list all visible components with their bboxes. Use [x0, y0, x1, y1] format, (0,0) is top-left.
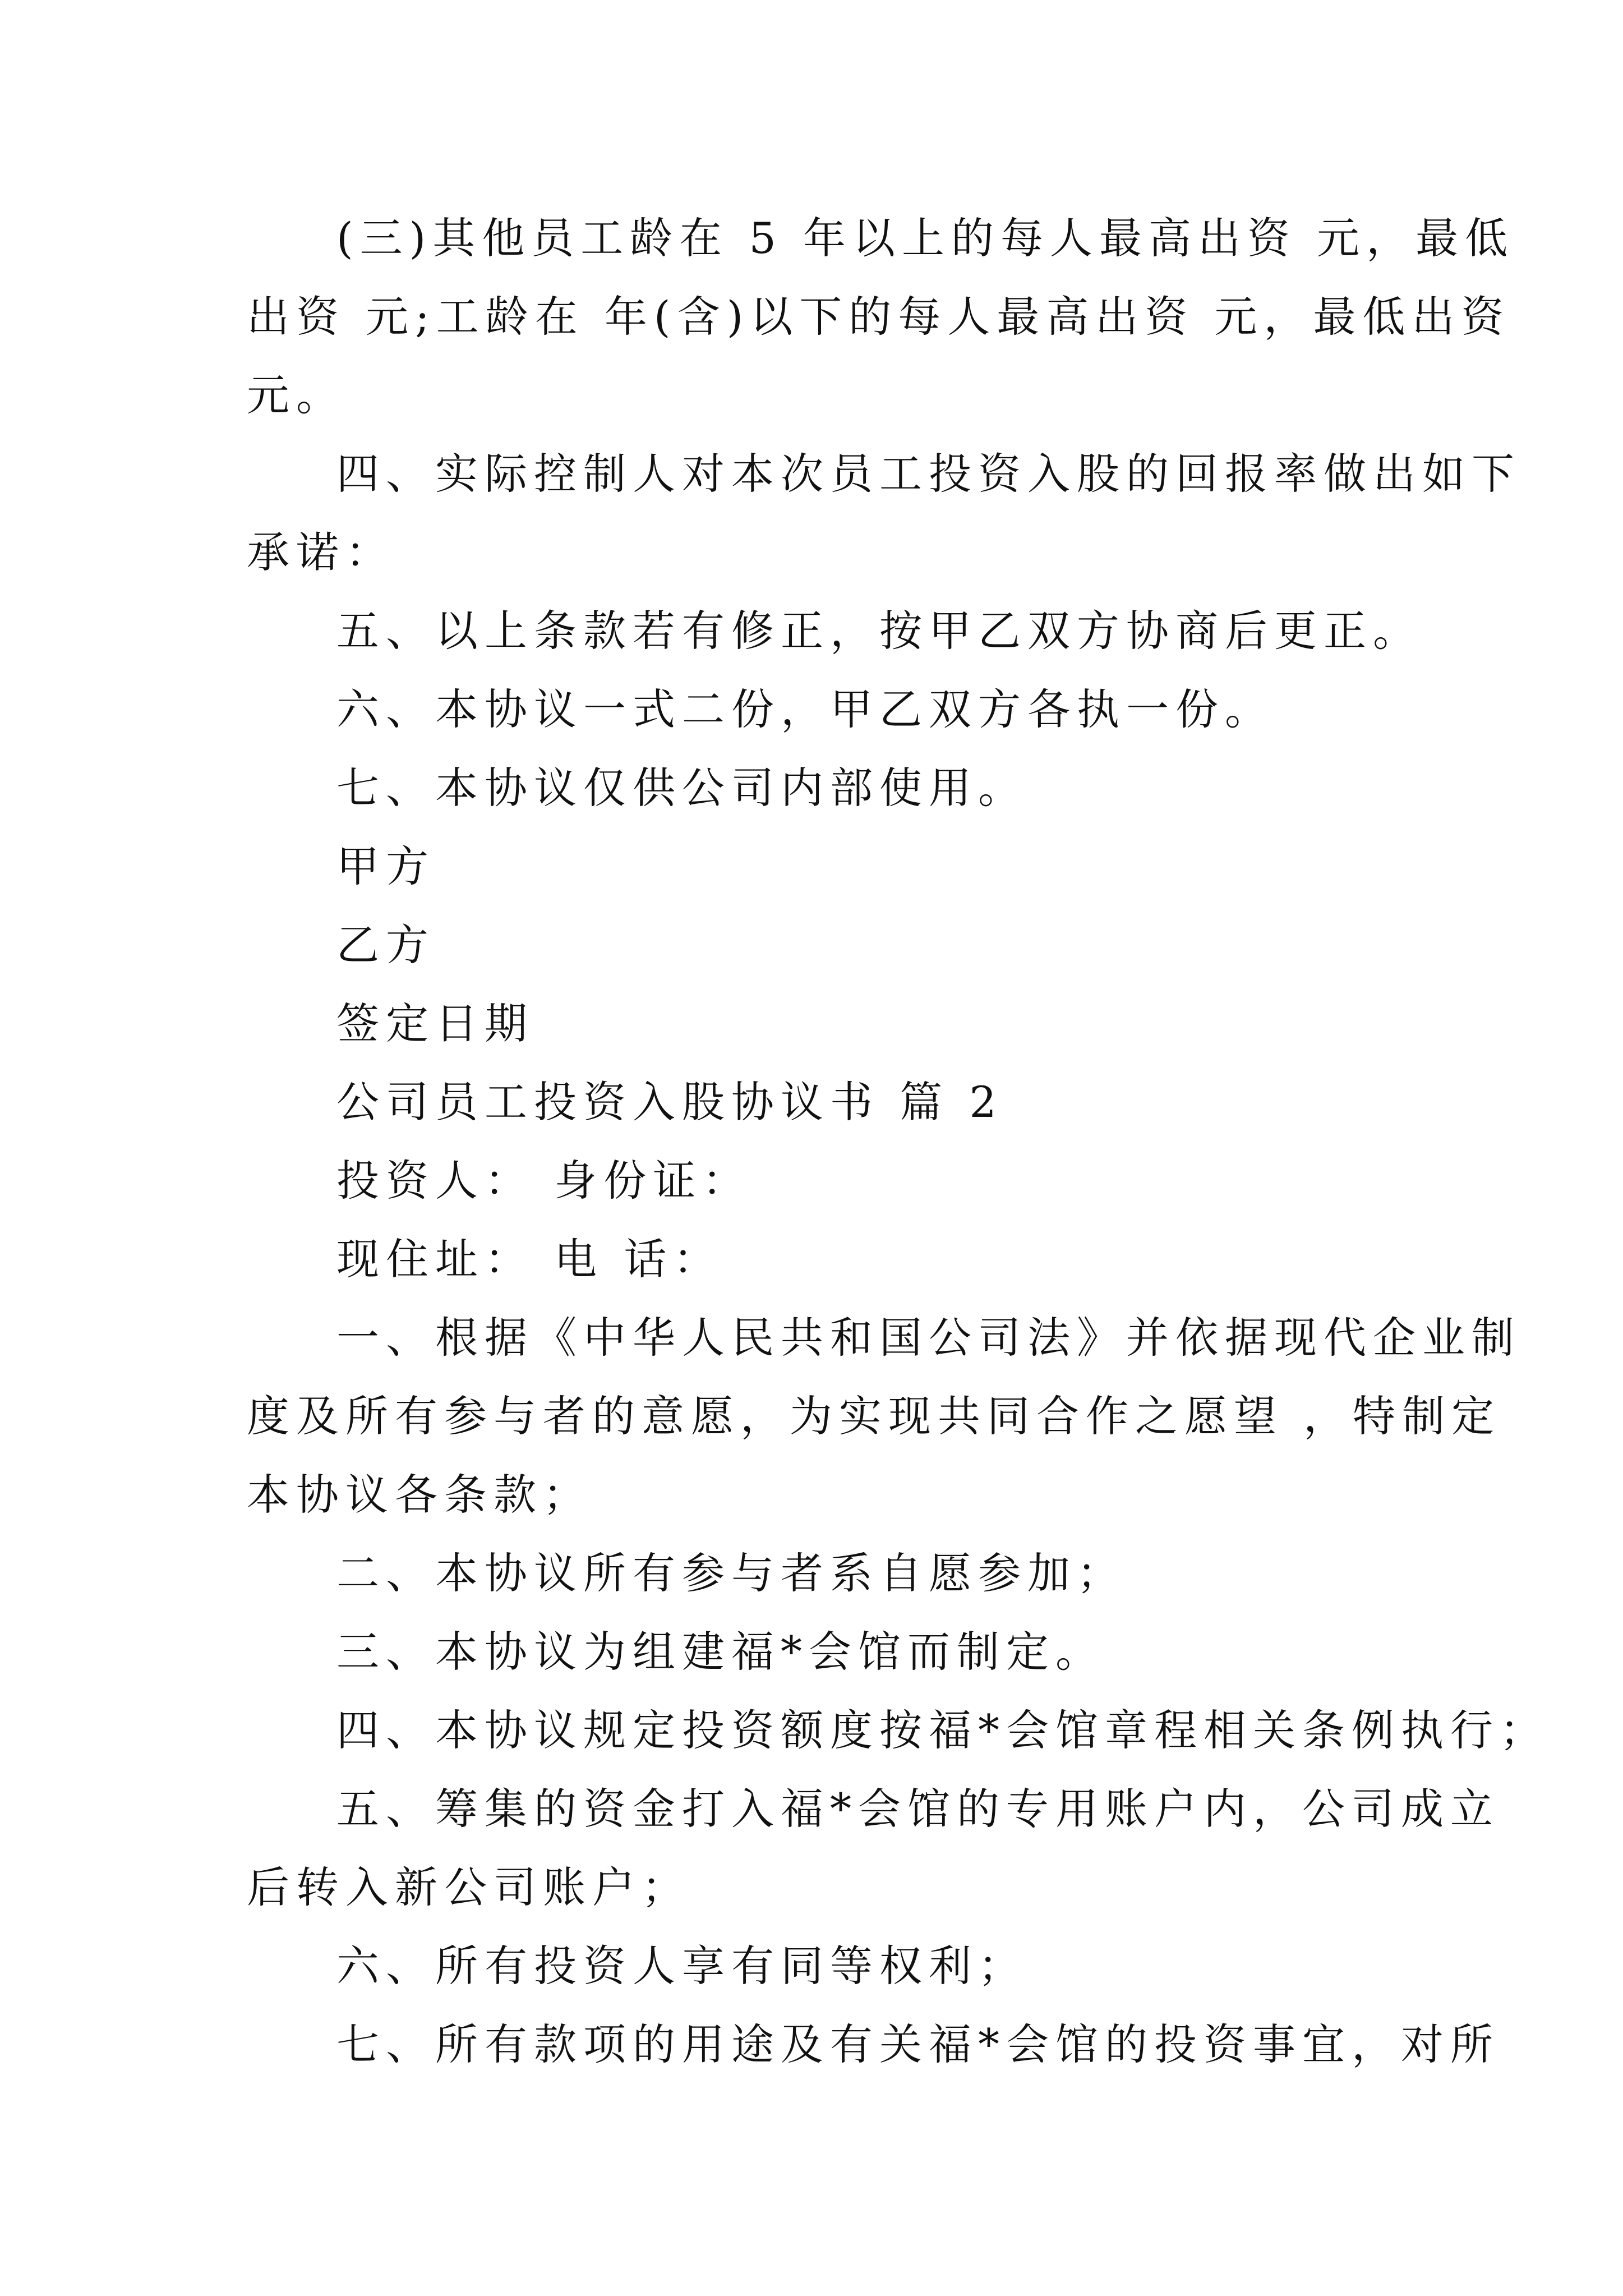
paragraph-line: 六、所有投资人享有同等权利；: [336, 1941, 1027, 1991]
address-phone-line: 现住址： 电 话：: [336, 1234, 723, 1284]
paragraph-line: 本协议各条款；: [247, 1470, 592, 1520]
signing-date-label: 签定日期: [336, 999, 534, 1048]
paragraph-line: 五、以上条款若有修正，按甲乙双方协商后更正。: [336, 606, 1422, 656]
section-title: 公司员工投资入股协议书 篇 2: [336, 1077, 1003, 1127]
paragraph-line: 一、根据《中华人民共和国公司法》并依据现代企业制: [336, 1313, 1521, 1363]
paragraph-line: 七、所有款项的用途及有关福*会馆的投资事宜，对所: [336, 2019, 1500, 2069]
paragraph-line: 度及所有参与者的意愿，为实现共同合作之愿望 ，特制定: [247, 1391, 1501, 1441]
paragraph-line: 三、本协议为组建福*会馆而制定。: [336, 1627, 1105, 1677]
paragraph-line: 六、本协议一式二份，甲乙双方各执一份。: [336, 684, 1274, 734]
paragraph-line: 四、本协议规定投资额度按福*会馆章程相关条例执行；: [336, 1705, 1549, 1755]
paragraph-line: 元。: [247, 370, 345, 420]
paragraph-line: 七、本协议仅供公司内部使用。: [336, 763, 1027, 813]
paragraph-line: 出资 元;工龄在 年(含)以下的每人最高出资 元，最低出资: [247, 292, 1511, 342]
paragraph-line: 五、筹集的资金打入福*会馆的专用账户内，公司成立: [336, 1784, 1500, 1834]
paragraph-line: (三)其他员工龄在 5 年以上的每人最高出资 元，最低: [336, 213, 1515, 263]
paragraph-line: 承诺：: [247, 527, 395, 577]
party-b-label: 乙方: [336, 920, 435, 970]
investor-id-line: 投资人： 身份证：: [336, 1156, 752, 1205]
paragraph-line: 二、本协议所有参与者系自愿参加；: [336, 1548, 1126, 1598]
paragraph-line: 后转入新公司账户；: [247, 1862, 691, 1912]
paragraph-line: 四、实际控制人对本次员工投资入股的回报率做出如下: [336, 449, 1521, 499]
party-a-label: 甲方: [336, 841, 435, 891]
